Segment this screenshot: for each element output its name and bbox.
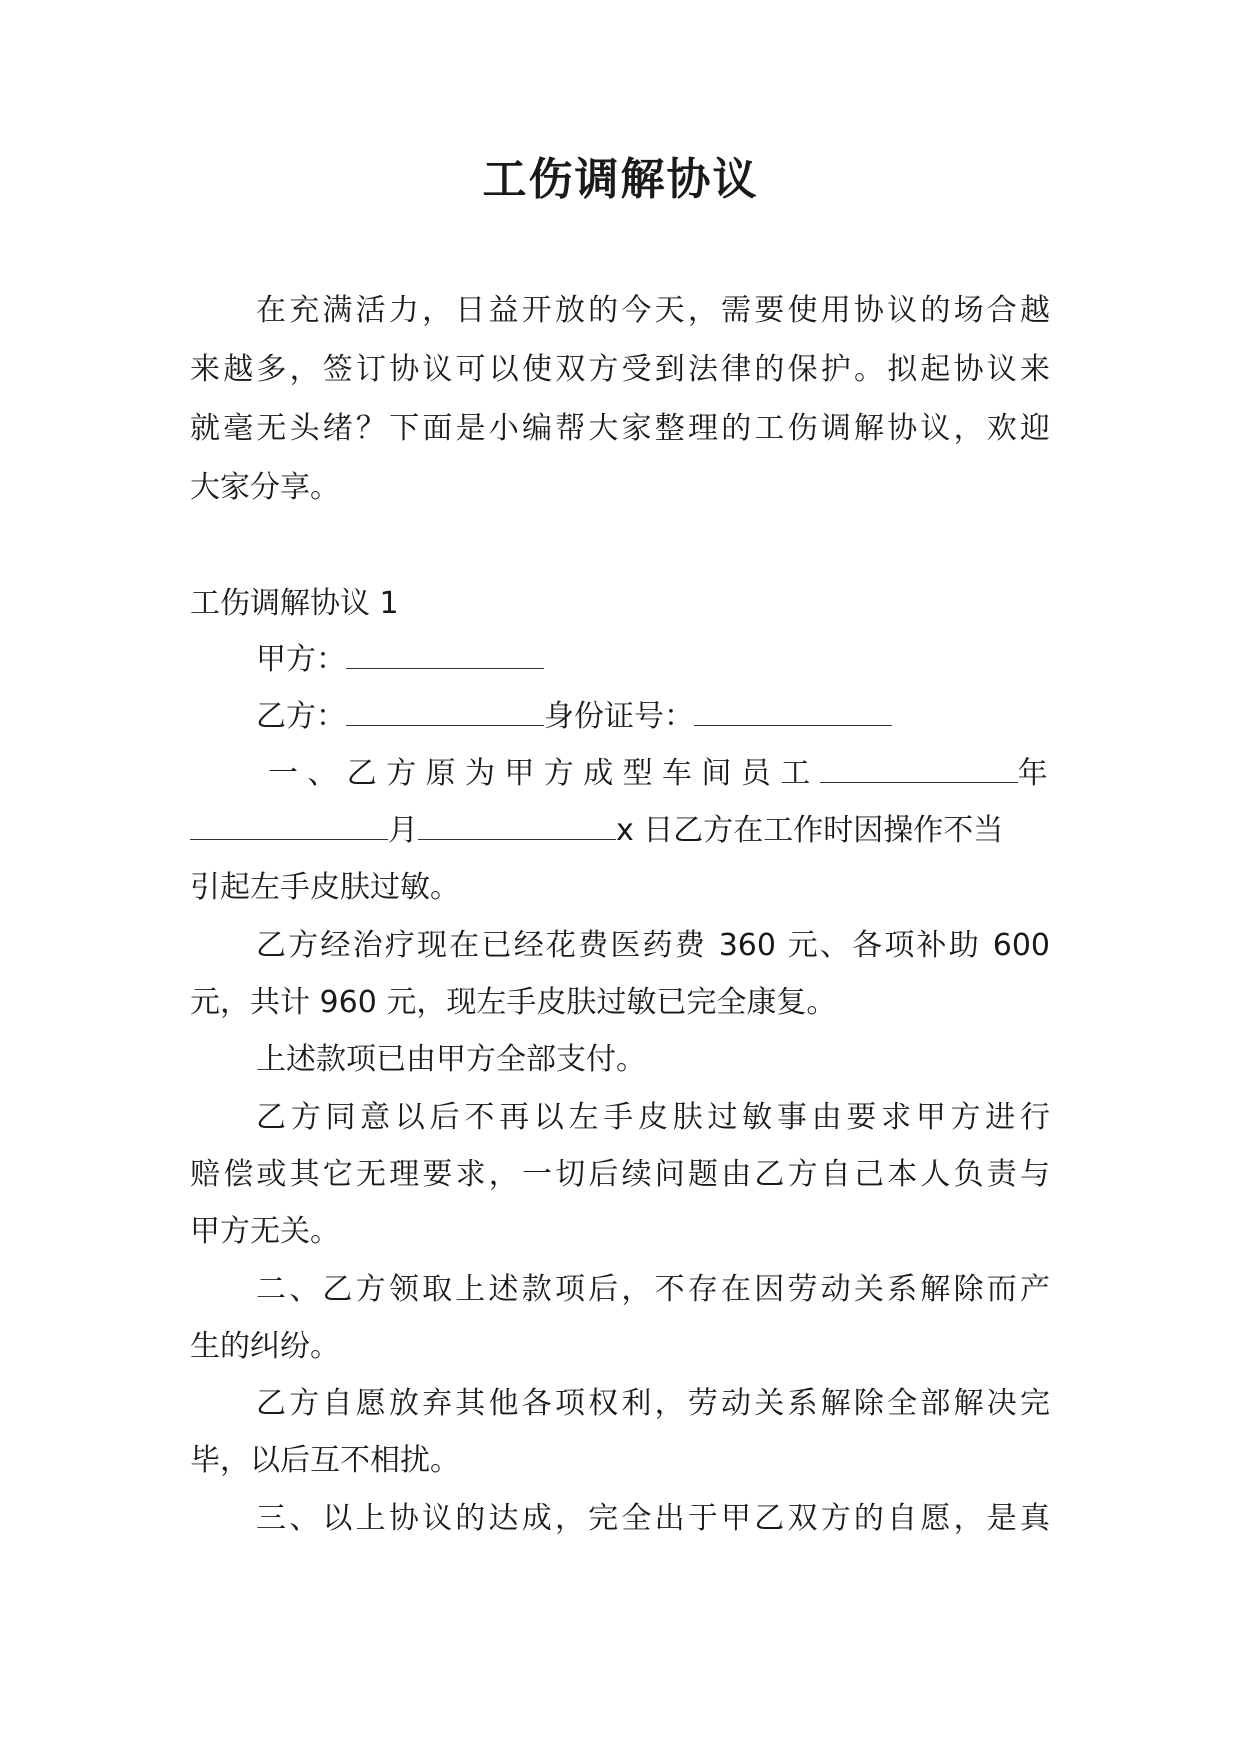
intro-line-3: 就毫无头绪？下面是小编帮大家整理的工伤调解协议，欢迎: [190, 411, 1050, 446]
clause1-line-1: [268, 754, 1050, 794]
waiver-line-2: 毕，以后互不相扰。: [190, 1443, 460, 1478]
waiver-line-1: 乙方自愿放弃其他各项权利，劳动关系解除全部解决完: [256, 1386, 1050, 1421]
document-title: 工伤调解协议: [482, 154, 759, 205]
party-a-blank: [346, 642, 544, 669]
payment-line: 上述款项已由甲方全部支付。: [256, 1042, 646, 1077]
id-blank: [694, 699, 892, 726]
clause1-month: 月: [388, 813, 418, 848]
clause1-year: 年: [1017, 756, 1048, 791]
agreement-line-2: 赔偿或其它无理要求，一切后续问题由乙方自己本人负责与: [190, 1157, 1050, 1192]
agreement-line-1: 乙方同意以后不再以左手皮肤过敏事由要求甲方进行: [256, 1100, 1050, 1135]
clause1-rest: x 日乙方在工作时因操作不当: [616, 813, 1004, 848]
clause1-text: 一、乙方原为甲方成型车间员工: [268, 756, 820, 791]
clause1-year-blank: [820, 756, 1018, 783]
party-a-row: [256, 640, 1050, 680]
party-b-blank: [346, 699, 544, 726]
agreement-line-3: 甲方无关。: [190, 1214, 340, 1249]
party-b-label: 乙方：: [256, 699, 346, 734]
party-a-label: 甲方：: [256, 642, 346, 677]
clause1-line-2: [190, 811, 1050, 851]
clause3-line-1: 三、以上协议的达成，完全出于甲乙双方的自愿，是真: [256, 1501, 1050, 1536]
intro-line-2: 来越多，签订协议可以使双方受到法律的保护。拟起协议来: [190, 352, 1050, 387]
treatment-line-2: 元，共计 960 元，现左手皮肤过敏已完全康复。: [190, 985, 837, 1020]
id-label: 身份证号：: [544, 699, 694, 734]
party-b-row: [256, 697, 1050, 737]
clause2-line-1: 二、乙方领取上述款项后，不存在因劳动关系解除而产: [256, 1272, 1050, 1307]
clause1-month-blank: [190, 813, 388, 840]
treatment-line-1: 乙方经治疗现在已经花费医药费 360 元、各项补助 600: [256, 928, 1050, 963]
clause2-line-2: 生的纠纷。: [190, 1329, 340, 1364]
intro-line-1: 在充满活力，日益开放的今天，需要使用协议的场合越: [256, 293, 1050, 328]
clause1-line-3: 引起左手皮肤过敏。: [190, 870, 460, 905]
intro-line-4: 大家分享。: [190, 470, 340, 505]
clause1-day-blank: [418, 813, 616, 840]
section-heading: 工伤调解协议 1: [190, 586, 399, 621]
